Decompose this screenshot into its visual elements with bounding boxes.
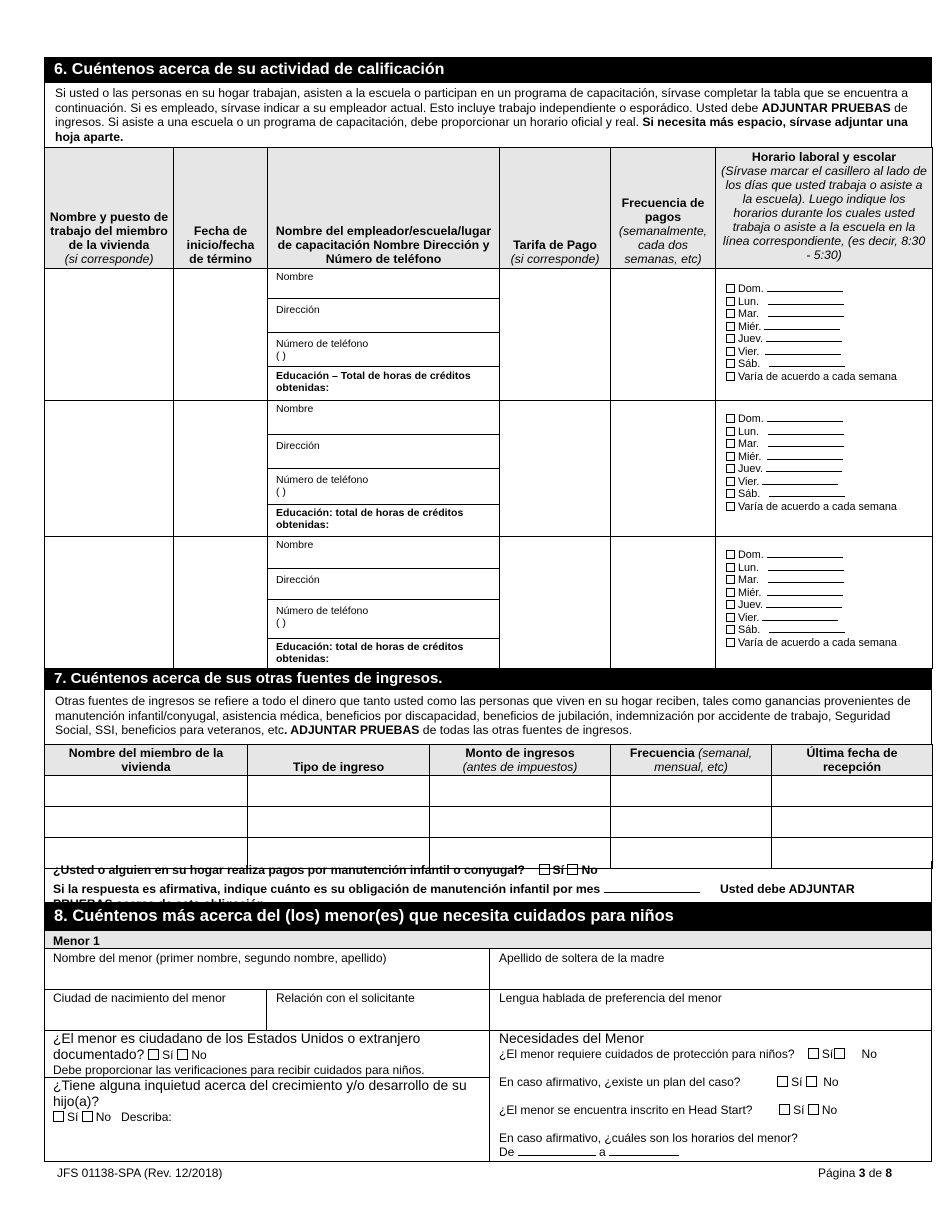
checkbox[interactable]: [726, 439, 735, 448]
child-needs-box: [490, 1031, 931, 1161]
citizen-no-checkbox[interactable]: [177, 1049, 188, 1060]
income-cell[interactable]: [611, 776, 772, 807]
income-cell[interactable]: [772, 776, 933, 807]
employer-phone-field[interactable]: Número de teléfono ( ): [268, 333, 499, 367]
support-yes-checkbox[interactable]: [539, 864, 550, 875]
income-cell[interactable]: [248, 776, 430, 807]
development-answer: Sí No Describa:: [53, 1110, 481, 1125]
citizen-note: Debe proporcionar las verificaciones para recibir cuidados para niños.: [53, 1063, 425, 1077]
checkbox[interactable]: [726, 625, 735, 634]
employer-name-field[interactable]: Nombre: [268, 269, 499, 299]
employer-phone-field[interactable]: Número de teléfono ( ): [268, 469, 499, 505]
date-field[interactable]: [174, 269, 268, 401]
header-income-frequency: Frecuencia (semanal, mensual, etc): [611, 745, 772, 776]
schedule-cell: [716, 401, 933, 537]
header-income-member: Nombre del miembro de la vivienda: [45, 745, 248, 776]
day-row[interactable]: Dom.: [726, 549, 932, 562]
head-start-question: ¿El menor se encuentra inscrito en Head Start? Sí No: [499, 1103, 838, 1117]
day-row[interactable]: Vier.: [726, 346, 932, 359]
child-info-grid: [44, 948, 932, 1162]
head-start-yes-checkbox[interactable]: [779, 1104, 790, 1115]
employer-address-field[interactable]: Dirección: [268, 299, 499, 333]
income-cell[interactable]: [45, 776, 248, 807]
protection-no-checkbox[interactable]: [834, 1048, 845, 1059]
needs-title: Necesidades del Menor: [499, 1031, 644, 1046]
checkbox[interactable]: [726, 489, 735, 498]
day-row[interactable]: Lun.: [726, 426, 932, 439]
header-income-type: Tipo de ingreso: [248, 745, 430, 776]
day-row[interactable]: Juev.: [726, 333, 932, 346]
header-employer: Nombre del empleador/escuela/lugar de capacitación Nombre Dirección y Número de teléfono: [268, 148, 500, 269]
case-plan-no-checkbox[interactable]: [806, 1076, 817, 1087]
day-row[interactable]: Dom.: [726, 413, 932, 426]
section-8-title: 8. Cuéntenos más acerca del (los) menor(es) que necesita cuidados para niños: [54, 907, 674, 925]
activity-row: [45, 537, 933, 669]
development-yes-checkbox[interactable]: [53, 1111, 64, 1122]
education-hours-field[interactable]: Educación: total de horas de créditos obtenidas:: [276, 507, 464, 531]
header-income-amount: Monto de ingresos (antes de impuestos): [430, 745, 611, 776]
obligation-line: Si la respuesta es afirmativa, indique cuánto es su obligación de manutención infantil por mes Usted debe ADJUNTAR: [53, 882, 855, 896]
varies-row[interactable]: Varía de acuerdo a cada semana: [726, 371, 932, 384]
schedule-from-field[interactable]: [518, 1155, 596, 1156]
support-no-checkbox[interactable]: [567, 864, 578, 875]
checkbox[interactable]: [726, 464, 735, 473]
varies-row[interactable]: Varía de acuerdo a cada semana: [726, 501, 932, 514]
employer-cell: [268, 401, 500, 537]
development-box: [45, 1078, 490, 1161]
header-schedule: Horario laboral y escolar (Sírvase marcar el casillero al lado de los días que usted trabaja o asiste a la escuela). Luego indique los horarios durante los cuales usted trabaja o asiste a la escuela en la línea correspondiente, (es decir, 8:30 - 5:30): [716, 148, 933, 269]
checkbox[interactable]: [726, 322, 735, 331]
date-field[interactable]: [174, 537, 268, 669]
schedule-days: [716, 401, 932, 513]
header-pay-rate: Tarifa de Pago (si corresponde): [500, 148, 611, 269]
case-plan-question: En caso afirmativo, ¿existe un plan del caso? Sí No: [499, 1075, 839, 1089]
section-6-intro-box: [44, 83, 932, 147]
income-row: [45, 807, 933, 838]
support-payments-box: [44, 861, 932, 902]
child-1-label: Menor 1: [44, 931, 932, 949]
schedule-days: [716, 537, 932, 649]
checkbox[interactable]: [726, 502, 735, 511]
income-cell[interactable]: [772, 807, 933, 838]
development-no-checkbox[interactable]: [82, 1111, 93, 1122]
pay-frequency-field[interactable]: [611, 269, 716, 401]
section-6-title: 6. Cuéntenos acerca de su actividad de calificación: [54, 61, 445, 78]
day-row[interactable]: Mar.: [726, 308, 932, 321]
member-name-field[interactable]: [45, 269, 174, 401]
schedule-range: De a: [499, 1145, 922, 1159]
checkbox[interactable]: [726, 334, 735, 343]
obligation-amount-field[interactable]: [604, 892, 700, 893]
day-row[interactable]: Miér.: [726, 587, 932, 600]
day-row[interactable]: Sáb.: [726, 358, 932, 371]
protection-question: ¿El menor requiere cuidados de protección para niños? Sí No: [499, 1047, 877, 1061]
checkbox[interactable]: [726, 563, 735, 572]
schedule-to-field[interactable]: [609, 1155, 679, 1156]
citizen-yes-checkbox[interactable]: [148, 1049, 159, 1060]
checkbox[interactable]: [726, 414, 735, 423]
section-7-title: 7. Cuéntenos acerca de sus otras fuentes de ingresos.: [54, 670, 443, 687]
header-pay-frequency: Frecuencia de pagos (semanalmente, cada dos semanas, etc): [611, 148, 716, 269]
day-row[interactable]: Mar.: [726, 438, 932, 451]
day-row[interactable]: Miér.: [726, 451, 932, 464]
day-row[interactable]: Mar.: [726, 574, 932, 587]
day-row[interactable]: Dom.: [726, 283, 932, 296]
checkbox[interactable]: [726, 452, 735, 461]
support-question: ¿Usted o alguien en su hogar realiza pagos por manutención infantil o conyugal? Sí No: [53, 863, 598, 877]
income-row: [45, 776, 933, 807]
employer-phone-field[interactable]: Número de teléfono ( ): [268, 600, 499, 639]
page-number: Página 3 de 8: [818, 1166, 893, 1180]
head-start-no-checkbox[interactable]: [808, 1104, 819, 1115]
day-row[interactable]: Vier.: [726, 612, 932, 625]
employer-address-field[interactable]: Dirección: [268, 569, 499, 600]
education-hours-field[interactable]: Educación – Total de horas de créditos obtenidas:: [276, 370, 471, 394]
citizen-question: ¿El menor es ciudadano de los Estados Unidos o extranjero documentado? Sí No: [53, 1031, 421, 1062]
day-row[interactable]: Lun.: [726, 296, 932, 309]
activity-table: [44, 147, 933, 669]
pay-rate-field[interactable]: [500, 401, 611, 537]
day-row[interactable]: Sáb.: [726, 488, 932, 501]
checkbox[interactable]: [726, 550, 735, 559]
schedule-days: [716, 269, 932, 383]
development-question: ¿Tiene alguna inquietud acerca del crecimiento y/o desarrollo de su hijo(a)?: [53, 1078, 467, 1109]
section-7-intro-box: [44, 690, 932, 744]
employer-name-field[interactable]: Nombre: [268, 401, 499, 435]
mother-maiden-name-field[interactable]: Apellido de soltera de la madre: [490, 949, 931, 990]
day-row[interactable]: Vier.: [726, 476, 932, 489]
checkbox[interactable]: [726, 638, 735, 647]
employer-cell: [268, 537, 500, 669]
schedule-cell: [716, 537, 933, 669]
header-member-name: Nombre y puesto de trabajo del miembro de la vivienda (si corresponde): [45, 148, 174, 269]
income-cell[interactable]: [430, 807, 611, 838]
checkbox[interactable]: [726, 427, 735, 436]
header-start-end-date: Fecha de inicio/fecha de término: [174, 148, 268, 269]
member-name-field[interactable]: [45, 537, 174, 669]
checkbox[interactable]: [726, 477, 735, 486]
employer-name-field[interactable]: Nombre: [268, 537, 499, 569]
section-8-header: [44, 902, 932, 931]
form-id: JFS 01138-SPA (Rev. 12/2018): [57, 1166, 223, 1180]
describe-field[interactable]: Describa:: [121, 1110, 172, 1124]
checkbox[interactable]: [726, 600, 735, 609]
income-table: [44, 744, 933, 869]
day-row[interactable]: Juev.: [726, 463, 932, 476]
varies-row[interactable]: Varía de acuerdo a cada semana: [726, 637, 932, 650]
pay-frequency-field[interactable]: [611, 537, 716, 669]
education-hours-field[interactable]: Educación: total de horas de créditos obtenidas:: [276, 641, 464, 665]
pay-rate-field[interactable]: [500, 269, 611, 401]
schedule-cell: [716, 269, 933, 401]
section-6-header: [44, 57, 932, 83]
income-cell[interactable]: [45, 807, 248, 838]
checkbox[interactable]: [726, 575, 735, 584]
checkbox[interactable]: [726, 309, 735, 318]
relationship-field[interactable]: Relación con el solicitante: [267, 990, 490, 1031]
employer-cell: [268, 269, 500, 401]
case-plan-yes-checkbox[interactable]: [777, 1076, 788, 1087]
activity-row: [45, 401, 933, 537]
income-cell[interactable]: [611, 807, 772, 838]
checkbox[interactable]: [726, 297, 735, 306]
day-row[interactable]: Lun.: [726, 562, 932, 575]
citizen-box: [45, 1031, 490, 1078]
activity-row: [45, 269, 933, 401]
pay-rate-field[interactable]: [500, 537, 611, 669]
section-7-header: [44, 668, 932, 690]
protection-yes-checkbox[interactable]: [808, 1048, 819, 1059]
checkbox[interactable]: [726, 613, 735, 622]
checkbox[interactable]: [726, 284, 735, 293]
day-row[interactable]: Miér.: [726, 321, 932, 334]
checkbox[interactable]: [726, 372, 735, 381]
header-last-received: Última fecha de recepción: [772, 745, 933, 776]
income-cell[interactable]: [430, 776, 611, 807]
checkbox[interactable]: [726, 359, 735, 368]
preferred-language-field[interactable]: Lengua hablada de preferencia del menor: [490, 990, 931, 1031]
pay-frequency-field[interactable]: [611, 401, 716, 537]
section-7-intro: Otras fuentes de ingresos se refiere a todo el dinero que tanto usted como las personas que viven en su hogar reciben, tales como ganancias provenientes de manutención infantil/conyugal, asistencia médica, beneficios por discapacidad, beneficios de jubilación, indemnización por accidente de trabajo, Seguridad Social, SSI, beneficios para veteranos, etc. ADJUNTAR PRUEBAS de todas las otras fuentes de ingresos.: [55, 694, 911, 737]
schedule-question: En caso afirmativo, ¿cuáles son los horarios del menor?: [499, 1131, 798, 1145]
section-6-intro: Si usted o las personas en su hogar trabajan, asisten a la escuela o participan en un programa de capacitación, sírvase completar la tabla que se encuentra a continuación. Si es empleado, sírvase indicar a su empleador actual. Esto incluye trabajo independiente o esporádico. Usted debe ADJUNTAR PRUEBAS de ingresos. Si asiste a una escuela o un programa de capacitación, debe proporcionar un horario oficial y real. Si necesita más espacio, sírvase adjuntar una hoja aparte.: [55, 86, 908, 144]
birth-city-field[interactable]: Ciudad de nacimiento del menor: [45, 990, 267, 1031]
checkbox[interactable]: [726, 347, 735, 356]
member-name-field[interactable]: [45, 401, 174, 537]
date-field[interactable]: [174, 401, 268, 537]
day-row[interactable]: Juev.: [726, 599, 932, 612]
employer-address-field[interactable]: Dirección: [268, 435, 499, 469]
day-row[interactable]: Sáb.: [726, 624, 932, 637]
child-name-field[interactable]: Nombre del menor (primer nombre, segundo nombre, apellido): [45, 949, 490, 990]
checkbox[interactable]: [726, 588, 735, 597]
income-cell[interactable]: [248, 807, 430, 838]
